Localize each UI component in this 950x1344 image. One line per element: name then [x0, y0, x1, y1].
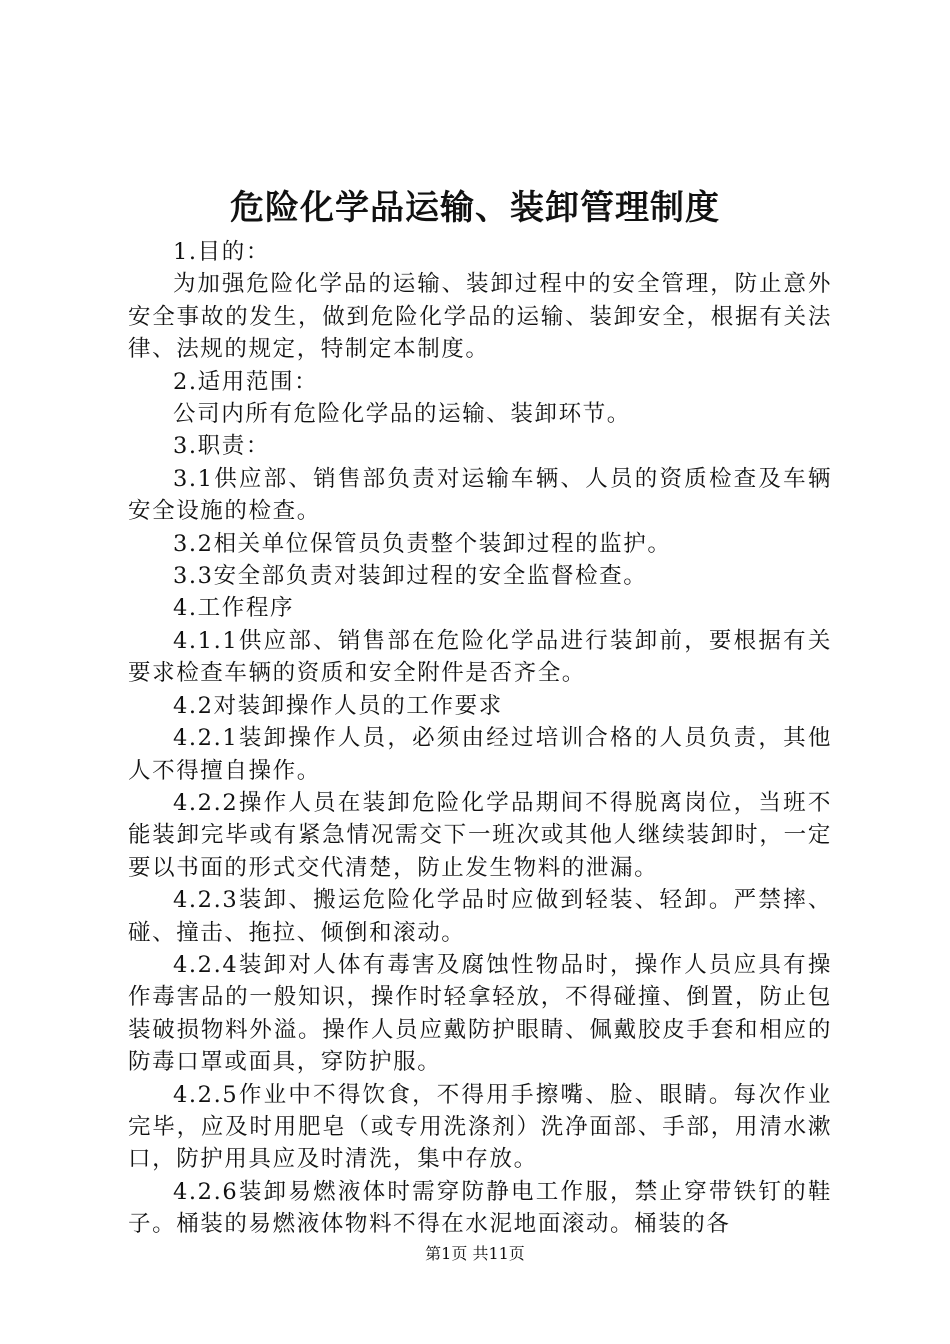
paragraph: 4.2.2操作人员在装卸危险化学品期间不得脱离岗位，当班不能装卸完毕或有紧急情况需交下一班次或其他人继续装卸时，一定要以书面的形式交代清楚，防止发生物料的泄漏。: [128, 789, 832, 881]
paragraph: 3.3安全部负责对装卸过程的安全监督检查。: [173, 563, 648, 590]
paragraph: 1.目的：: [173, 239, 270, 265]
paragraph: 4.2.5作业中不得饮食，不得用手擦嘴、脸、眼睛。每次作业完毕，应及时用肥皂（或专用洗涤剂）洗净面部、手部，用清水漱口，防护用具应及时清洗，集中存放。: [128, 1081, 832, 1173]
paragraph: 4.2.1装卸操作人员，必须由经过培训合格的人员负责，其他人不得擅自操作。: [128, 725, 832, 784]
paragraph: 3.2相关单位保管员负责整个装卸过程的监护。: [173, 530, 672, 557]
paragraph: 4.工作程序: [173, 595, 295, 622]
page-number-footer: 第1页 共11页: [425, 1244, 525, 1263]
paragraph: 4.2.6装卸易燃液体时需穿防静电工作服，禁止穿带铁钉的鞋子。桶装的易燃液体物料不得在水泥地面滚动。桶装的各: [128, 1178, 832, 1238]
paragraph: 4.2.4装卸对人体有毒害及腐蚀性物品时，操作人员应具有操作毒害品的一般知识，操作时轻拿轻放，不得碰撞、倒置，防止包装破损物料外溢。操作人员应戴防护眼睛、佩戴胶皮手套和相应的防毒口罩或面具，穿防护服。: [128, 951, 832, 1076]
paragraph: 3.1供应部、销售部负责对运输车辆、人员的资质检查及车辆安全设施的检查。: [128, 465, 832, 525]
document-title: 危险化学品运输、装卸管理制度: [230, 188, 720, 228]
paragraph: 公司内所有危险化学品的运输、装卸环节。: [173, 401, 631, 428]
paragraph: 4.1.1供应部、销售部在危险化学品进行装卸前，要根据有关要求检查车辆的资质和安全附件是否齐全。: [128, 627, 832, 687]
document-body: [128, 236, 832, 1241]
paragraph: 4.2.3装卸、搬运危险化学品时应做到轻装、轻卸。严禁摔、碰、撞击、拖拉、倾倒和滚动。: [128, 887, 832, 946]
paragraph: 3.职责：: [173, 433, 270, 460]
paragraph: 2.适用范围：: [173, 368, 319, 395]
paragraph: 为加强危险化学品的运输、装卸过程中的安全管理，防止意外安全事故的发生，做到危险化学品的运输、装卸安全，根据有关法律、法规的规定，特制定本制度。: [128, 271, 832, 363]
paragraph: 4.2对装卸操作人员的工作要求: [173, 692, 503, 719]
